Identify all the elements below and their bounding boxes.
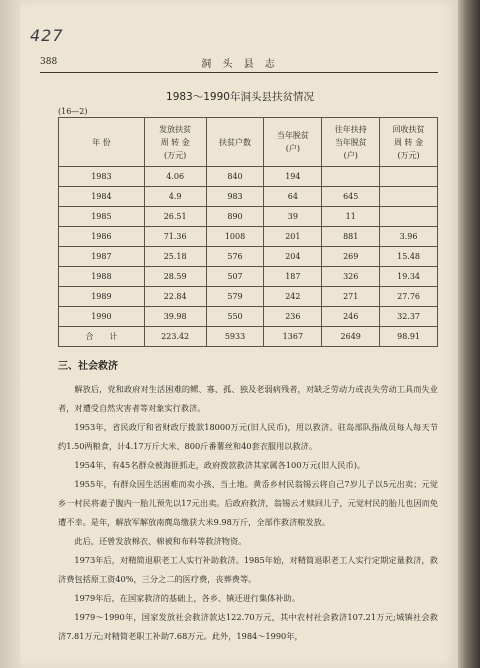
- table-cell: 39: [264, 207, 322, 227]
- table-cell: 194: [264, 167, 322, 187]
- table-cell: 246: [322, 307, 380, 327]
- table-cell: 242: [264, 287, 322, 307]
- section-body: [58, 380, 438, 646]
- body-paragraph: 1955年，有群众因生活困难而卖小孩、当土地。黄岙乡村民翁锡云将自己7岁儿子以5元出卖；元觉乡一村民将妻子腹内一胎儿预先以17元出卖。后政府救济，翁锡云才赎回儿子，元觉村民的胎儿也因而免遭不幸。是年，解放军解放南麂岛缴获大米9.98万斤，全部作救济粮发放。: [58, 479, 438, 527]
- table-cell: 2649: [322, 327, 380, 347]
- table-cell: 71.36: [144, 227, 206, 247]
- table-cell: 881: [322, 227, 380, 247]
- table-row: [59, 307, 438, 327]
- table-cell: 840: [206, 167, 264, 187]
- table-row: [59, 187, 438, 207]
- section-title: 三、社会救济: [58, 361, 118, 372]
- table-cell: 1985: [59, 207, 145, 227]
- table-cell: 1989: [59, 287, 145, 307]
- body-paragraph: 此后，还曾发放棉衣、棉被和布料等救济物资。: [74, 536, 247, 546]
- table-row: [59, 287, 438, 307]
- table-cell: 1984: [59, 187, 145, 207]
- column-header: 扶贫户数: [206, 118, 264, 167]
- table-header: [59, 118, 438, 167]
- table-cell: 1983: [59, 167, 145, 187]
- body-paragraph: 1954年，有45名群众被海匪抓走，政府拨款救济其家属各100万元(旧人民币)。: [74, 460, 366, 470]
- table-cell: 64: [264, 187, 322, 207]
- table-total-row: [59, 327, 438, 347]
- table-cell: 271: [322, 287, 380, 307]
- handwritten-page-annotation: 427: [30, 26, 64, 45]
- table-cell: 1987: [59, 247, 145, 267]
- table-cell: 1008: [206, 227, 264, 247]
- table-cell: 4.06: [144, 167, 206, 187]
- table-cell: 98.91: [380, 327, 438, 347]
- table-cell: 22.84: [144, 287, 206, 307]
- column-header: 当年脱贫 (户): [264, 118, 322, 167]
- table-cell: 11: [322, 207, 380, 227]
- table-cell: 187: [264, 267, 322, 287]
- table-row: [59, 247, 438, 267]
- column-header: 往年扶持 当年脱贫 (户): [322, 118, 380, 167]
- table-cell: 550: [206, 307, 264, 327]
- body-paragraph: 1979～1990年，国家发放社会救济款达122.70万元，其中农村社会救济107.21万元;城镇社会救济7.81万元;对精简老职工补助7.68万元。此外，1984～1990年，: [58, 612, 438, 641]
- table-cell: 1988: [59, 267, 145, 287]
- table-cell: 3.96: [380, 227, 438, 247]
- table-title: 1983～1990年洞头县扶贫情况: [166, 91, 314, 103]
- table-cell: 1986: [59, 227, 145, 247]
- table-row: [59, 227, 438, 247]
- table-cell: 645: [322, 187, 380, 207]
- table-cell: 32.37: [380, 307, 438, 327]
- table-cell: 269: [322, 247, 380, 267]
- table-row: [59, 167, 438, 187]
- table-cell: [380, 167, 438, 187]
- body-paragraph: 1979年后，在国家救济的基础上，各乡、镇还进行集体补助。: [74, 593, 300, 603]
- table-cell: 983: [206, 187, 264, 207]
- column-header: 年 份: [59, 118, 145, 167]
- table-cell: 236: [264, 307, 322, 327]
- table-cell: 5933: [206, 327, 264, 347]
- header-rule: [40, 72, 438, 73]
- column-header: 发放扶贫 周 转 金 (万元): [144, 118, 206, 167]
- table-cell: 326: [322, 267, 380, 287]
- table-cell: 1367: [264, 327, 322, 347]
- table-cell: 25.18: [144, 247, 206, 267]
- table-header-row: [59, 118, 438, 167]
- table-cell: 890: [206, 207, 264, 227]
- table-cell: 201: [264, 227, 322, 247]
- table-cell: 507: [206, 267, 264, 287]
- table-body: [59, 167, 438, 347]
- running-head: 洞 头 县 志: [201, 59, 279, 70]
- body-paragraph: 1973年后，对精简退职老工人实行补助救济。1985年始，对精简退职老工人实行定期定量救济，救济费包括原工资40%，三分之二的医疗费，丧葬费等。: [58, 555, 438, 584]
- body-paragraph: 解放后，党和政府对生活困难的鳏、寡、孤、独及老弱病残者，对缺乏劳动力或丧失劳动工具而失业者，对遭受自然灾害者等对象实行救济。: [58, 384, 438, 413]
- table-cell: 28.59: [144, 267, 206, 287]
- table-cell: 1990: [59, 307, 145, 327]
- table-number: (16—2): [58, 107, 88, 116]
- table-cell: [380, 187, 438, 207]
- table-cell: 579: [206, 287, 264, 307]
- table-row: [59, 207, 438, 227]
- table-cell: 4.9: [144, 187, 206, 207]
- table-cell: 15.48: [380, 247, 438, 267]
- table-cell: 576: [206, 247, 264, 267]
- table-cell: [380, 207, 438, 227]
- body-paragraph: 1953年，省民政厅和省财政厅拨款18000万元(旧人民币)，用以救济。驻岛部队指战员每人每天节约1.50两粮食，计4.17万斤大米、800斤番薯丝和40套衣服用以救济。: [58, 422, 438, 451]
- table-cell: 27.76: [380, 287, 438, 307]
- page-number: 388: [40, 57, 58, 67]
- table-cell: [322, 167, 380, 187]
- table-cell: 223.42: [144, 327, 206, 347]
- table-cell: 合 计: [59, 327, 145, 347]
- poverty-relief-table: [58, 117, 438, 347]
- table-cell: 204: [264, 247, 322, 267]
- table-cell: 26.51: [144, 207, 206, 227]
- table-row: [59, 267, 438, 287]
- table-cell: 39.98: [144, 307, 206, 327]
- table-cell: 19.34: [380, 267, 438, 287]
- column-header: 回收扶贫 周 转 金 (万元): [380, 118, 438, 167]
